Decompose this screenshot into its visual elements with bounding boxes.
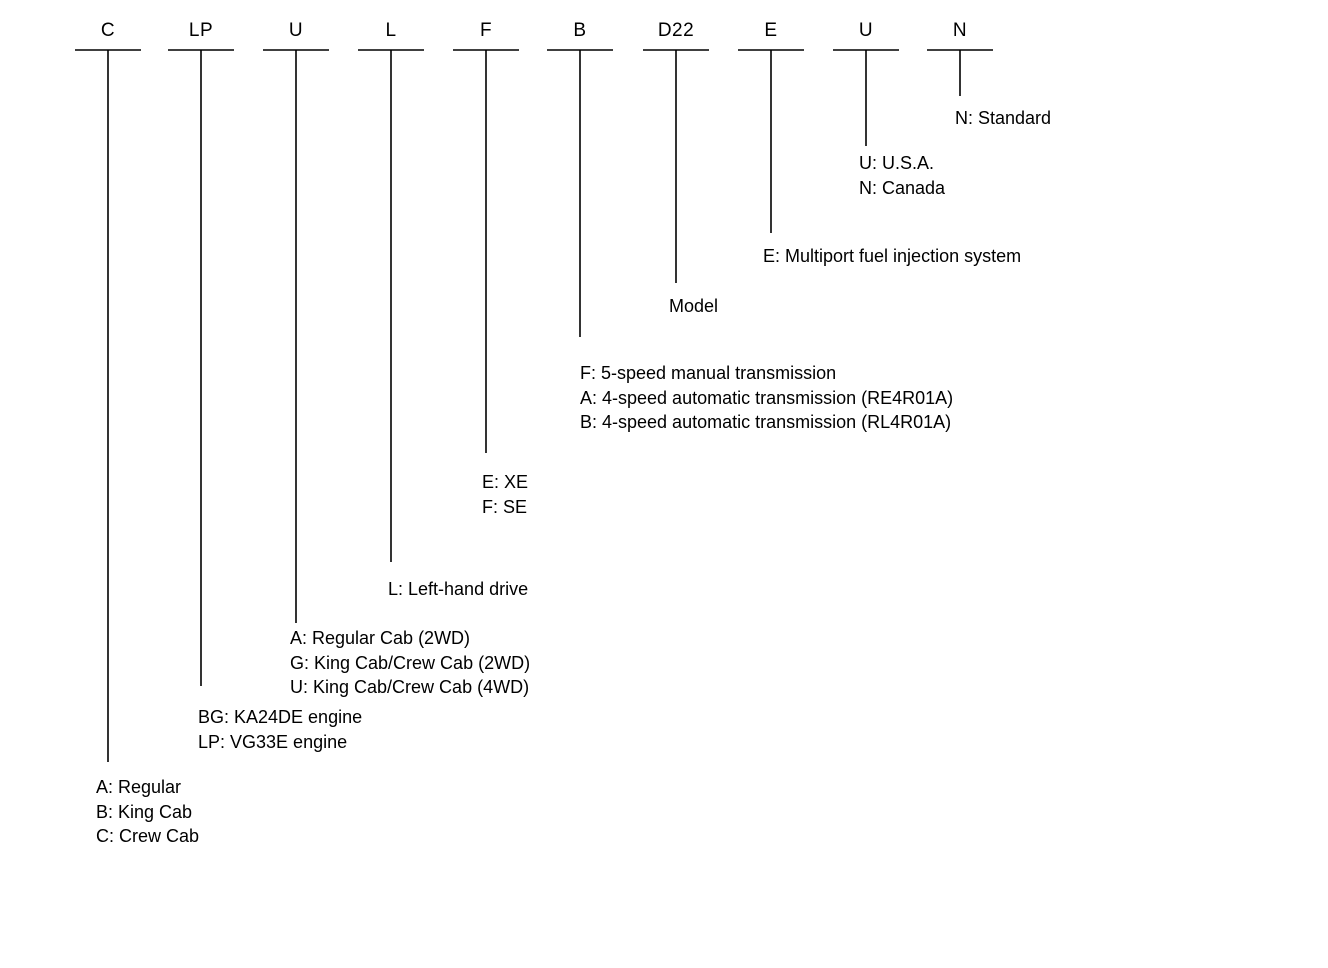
legend-grade — [482, 470, 528, 519]
legend-model — [669, 294, 718, 319]
legend-line: L: Left-hand drive — [388, 579, 529, 599]
legend-line: E: XE — [482, 472, 529, 492]
code-segment-transmission: B — [573, 20, 587, 41]
code-segment-equipment: N — [952, 20, 968, 41]
code-segment-destination: U — [858, 20, 874, 41]
code-segment-body: C — [100, 20, 116, 41]
legend-line: G: King Cab/Crew Cab (2WD) — [290, 652, 531, 673]
code-segment-engine: LP — [188, 20, 214, 41]
legend-transmission — [580, 361, 953, 435]
legend-line: N: Standard — [955, 108, 1052, 128]
legend-equipment — [955, 106, 1051, 131]
legend-line: C: Crew Cab — [96, 826, 200, 846]
legend-line: E: Multiport fuel injection system — [763, 246, 1022, 266]
legend-steering — [388, 577, 528, 602]
legend-line: LP: VG33E engine — [198, 731, 348, 752]
legend-line: A: Regular Cab (2WD) — [290, 628, 471, 648]
legend-destination — [859, 151, 945, 200]
code-segment-model: D22 — [657, 20, 695, 41]
legend-line: B: 4-speed automatic transmission (RL4R01A) — [580, 412, 952, 432]
code-segment-cab-drive: U — [288, 20, 304, 41]
code-segment-fuel-system: E — [764, 20, 778, 41]
legend-line: A: 4-speed automatic transmission (RE4R01A) — [580, 387, 954, 408]
legend-line: F: SE — [482, 496, 528, 517]
legend-line: Model — [669, 296, 719, 316]
legend-line: U: U.S.A. — [859, 153, 935, 173]
legend-line: N: Canada — [859, 177, 946, 198]
legend-line: F: 5-speed manual transmission — [580, 363, 837, 383]
legend-fuel-system — [763, 244, 1021, 269]
legend-line: B: King Cab — [96, 801, 193, 822]
legend-line: U: King Cab/Crew Cab (4WD) — [290, 677, 530, 697]
legend-line: BG: KA24DE engine — [198, 707, 363, 727]
code-segment-grade: F — [479, 20, 493, 41]
code-segment-steering: L — [385, 20, 397, 41]
legend-line: A: Regular — [96, 777, 182, 797]
legend-body-type — [96, 775, 199, 849]
legend-engine — [198, 705, 362, 754]
legend-cab-drive — [290, 626, 530, 700]
